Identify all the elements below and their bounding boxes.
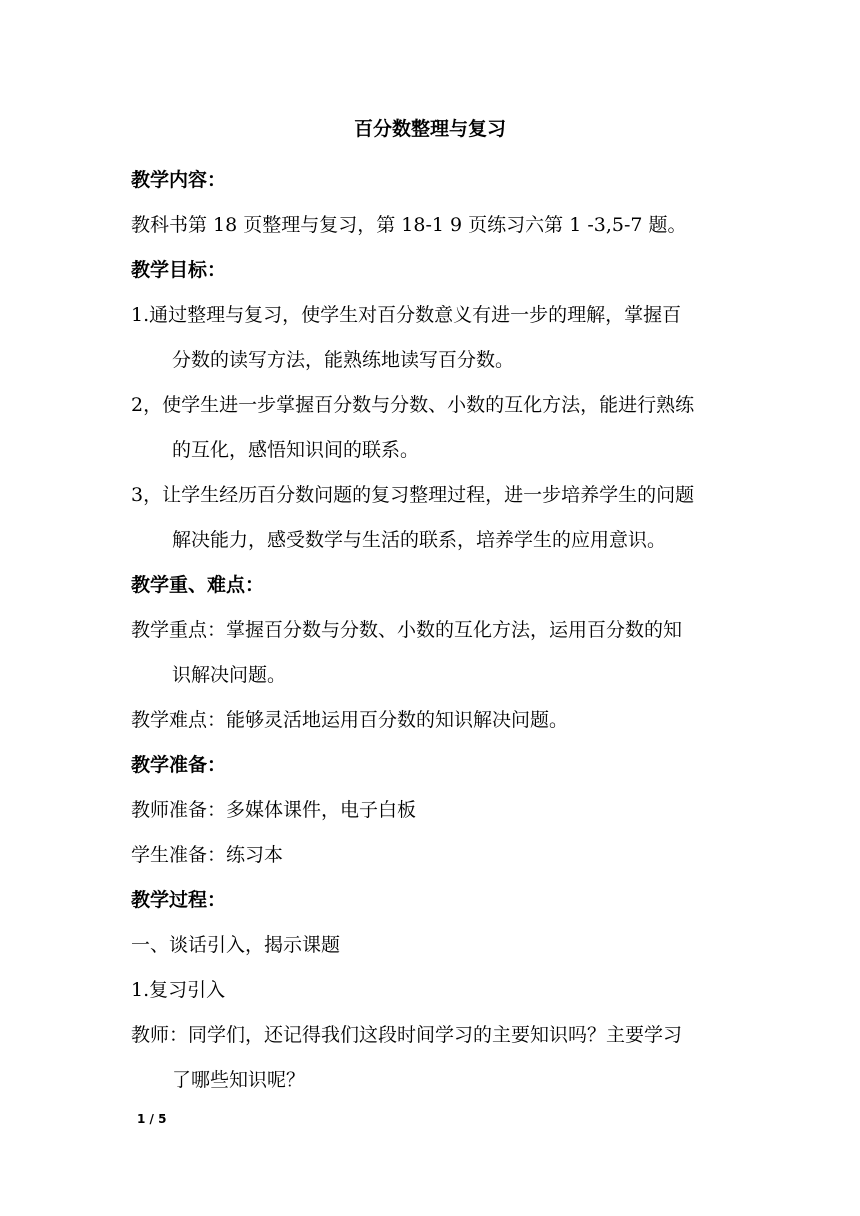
- teacher-preparation: 教师准备：多媒体课件，电子白板: [131, 799, 417, 821]
- teacher-dialogue-line-2: 了哪些知识呢？: [172, 1069, 306, 1091]
- goal-3-line-1: 3，让学生经历百分数问题的复习整理过程，进一步培养学生的问题: [131, 484, 695, 506]
- goal-2-line-2: 的互化，感悟知识间的联系。: [172, 439, 420, 461]
- key-points-heading: 教学重、难点：: [131, 574, 265, 596]
- content-text: 教科书第 18 页整理与复习，第 18-1 9 页练习六第 1 -3,5-7 题。: [131, 214, 687, 236]
- process-step-1-1: 1.复习引入: [131, 979, 226, 1001]
- page-number: 1 / 5: [137, 1112, 167, 1126]
- process-step-1: 一、谈话引入，揭示课题: [131, 934, 341, 956]
- teacher-dialogue-line-1: 教师：同学们，还记得我们这段时间学习的主要知识吗？主要学习: [131, 1024, 683, 1046]
- goal-1-line-2: 分数的读写方法，能熟练地读写百分数。: [172, 349, 515, 371]
- process-heading: 教学过程：: [131, 889, 227, 911]
- student-preparation: 学生准备：练习本: [131, 844, 284, 866]
- goal-1-line-1: 1.通过整理与复习，使学生对百分数意义有进一步的理解，掌握百: [131, 304, 682, 326]
- goal-3-line-2: 解决能力，感受数学与生活的联系，培养学生的应用意识。: [172, 529, 667, 551]
- key-point-line-1: 教学重点：掌握百分数与分数、小数的互化方法，运用百分数的知: [131, 619, 683, 641]
- page-title: 百分数整理与复习: [353, 118, 506, 140]
- key-point-line-2: 识解决问题。: [172, 664, 287, 686]
- preparation-heading: 教学准备：: [131, 754, 227, 776]
- document-body: [131, 158, 729, 1103]
- goal-2-line-1: 2，使学生进一步掌握百分数与分数、小数的互化方法，能进行熟练: [131, 394, 695, 416]
- goals-heading: 教学目标：: [131, 259, 227, 281]
- content-heading: 教学内容：: [131, 169, 227, 191]
- difficult-point: 教学难点：能够灵活地运用百分数的知识解决问题。: [131, 709, 569, 731]
